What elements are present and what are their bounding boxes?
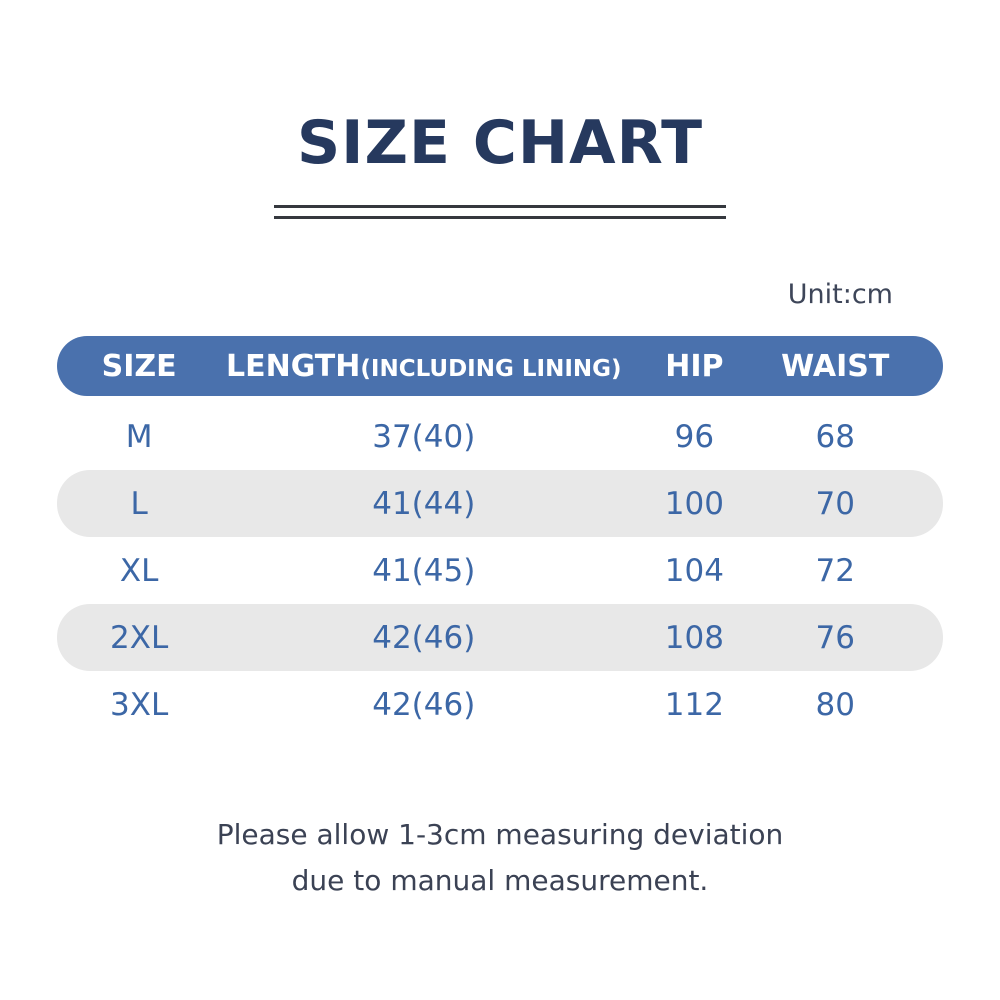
- table-cell-length: 41(45): [372, 552, 476, 589]
- header-cell-waist: WAIST: [781, 348, 890, 384]
- table-cell-hip: 96: [674, 418, 715, 455]
- table-row: [57, 671, 943, 738]
- table-cell-size: M: [125, 418, 153, 455]
- table-cell-waist: 68: [815, 418, 855, 455]
- table-cell-length: 42(46): [372, 619, 476, 656]
- table-body: [57, 403, 943, 738]
- table-cell-waist: 80: [815, 686, 855, 723]
- table-cell-length: 41(44): [372, 485, 476, 522]
- table-row: [57, 537, 943, 604]
- table-cell-size: XL: [119, 552, 159, 589]
- table-cell-length: 37(40): [372, 418, 476, 455]
- table-cell-hip: 108: [664, 619, 724, 656]
- header-cell-length-sub: (INCLUDING LINING): [360, 355, 622, 382]
- table-cell-size: L: [130, 485, 148, 522]
- unit-label: Unit:cm: [787, 279, 893, 310]
- table-header-row: [57, 336, 943, 396]
- table-cell-waist: 72: [815, 552, 855, 589]
- table-row: [57, 604, 943, 671]
- header-cell-hip: HIP: [665, 348, 724, 384]
- measurement-note: [0, 812, 1000, 904]
- header-cell-length-main: LENGTH: [225, 348, 361, 384]
- header-cell-length: [221, 349, 626, 384]
- table-cell-size: 2XL: [110, 619, 169, 656]
- table-cell-size: 3XL: [110, 686, 169, 723]
- page-title: SIZE CHART: [296, 108, 704, 178]
- table-cell-hip: 104: [664, 552, 724, 589]
- table-cell-waist: 76: [815, 619, 855, 656]
- size-table: [57, 279, 943, 738]
- table-cell-hip: 112: [664, 686, 724, 723]
- title-divider: [274, 205, 726, 219]
- table-cell-length: 42(46): [372, 686, 476, 723]
- table-row: [57, 403, 943, 470]
- measurement-note-line1: Please allow 1-3cm measuring deviation: [216, 818, 784, 851]
- measurement-note-line2: due to manual measurement.: [291, 864, 709, 897]
- header-cell-size: SIZE: [101, 348, 177, 384]
- table-cell-hip: 100: [664, 485, 724, 522]
- table-row: [57, 470, 943, 537]
- table-cell-waist: 70: [815, 485, 855, 522]
